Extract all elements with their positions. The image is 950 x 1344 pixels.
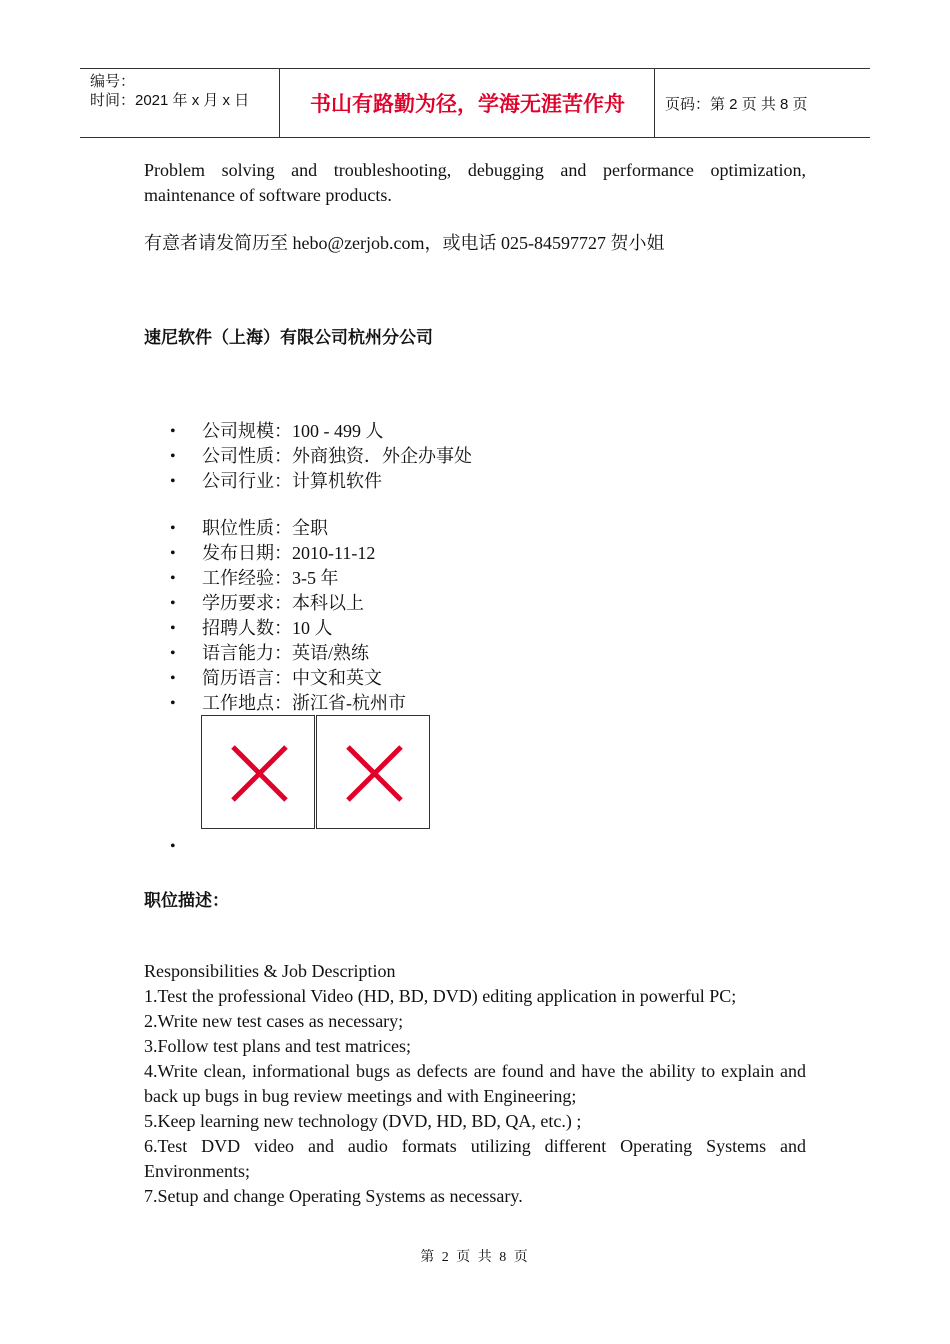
list-item: • 职位性质：全职 xyxy=(144,516,406,541)
company-info-list xyxy=(144,419,472,494)
list-item: • 简历语言：中文和英文 xyxy=(144,666,406,691)
list-item: • 招聘人数：10 人 xyxy=(144,616,406,641)
contact-line: 有意者请发简历至 hebo@zerjob.com，或电话 025-84597727 贺小姐 xyxy=(144,233,665,253)
job-line: 5.Keep learning new technology (DVD, HD, BD, QA, etc.) ; xyxy=(144,1111,582,1131)
time-label: 时间：2021 年 x 月 x 日 xyxy=(90,92,250,109)
job-line: 1.Test the professional Video (HD, BD, DVD) editing application in powerful PC; xyxy=(144,986,737,1006)
job-line: 2.Write new test cases as necessary; xyxy=(144,1011,404,1031)
job-description-heading: 职位描述： xyxy=(144,891,229,911)
company-name: 速尼软件（上海）有限公司杭州分公司 xyxy=(144,328,433,348)
header-page-info: 页码：第 2 页 共 8 页 xyxy=(665,95,808,113)
list-item: • 学历要求：本科以上 xyxy=(144,591,406,616)
list-item: • 发布日期：2010-11-12 xyxy=(144,541,406,566)
list-item: • 公司规模：100 - 499 人 xyxy=(144,419,472,444)
broken-image-icon xyxy=(317,716,429,828)
list-item: • 公司行业：计算机软件 xyxy=(144,469,472,494)
broken-image-icon xyxy=(202,716,314,828)
job-line: 7.Setup and change Operating Systems as necessary. xyxy=(144,1186,523,1206)
header-meta xyxy=(80,69,280,137)
image-placeholder xyxy=(201,715,315,829)
page-footer: 第 2 页 共 8 页 xyxy=(420,1250,530,1265)
job-description-body xyxy=(144,959,806,1209)
image-placeholder xyxy=(316,715,430,829)
job-line: 6.Test DVD video and audio formats utilizing different Operating Systems and Environments; xyxy=(144,1136,806,1181)
page-header xyxy=(80,68,870,138)
list-item: • 公司性质：外商独资．外企办事处 xyxy=(144,444,472,469)
list-item: • 语言能力：英语/熟练 xyxy=(144,641,406,666)
list-item: • 工作地点：浙江省-杭州市 xyxy=(144,691,406,716)
number-label: 编号： xyxy=(90,73,136,90)
job-line: 3.Follow test plans and test matrices; xyxy=(144,1036,411,1056)
header-motto: 书山有路勤为径，学海无涯苦作舟 xyxy=(281,69,655,137)
job-info-list xyxy=(144,516,406,716)
job-line: Responsibilities & Job Description xyxy=(144,961,396,981)
list-item: • 工作经验：3-5 年 xyxy=(144,566,406,591)
job-line: 4.Write clean, informational bugs as defects are found and have the ability to explain and back up bugs in bug review meetings and with Engineering; xyxy=(144,1061,806,1106)
empty-bullet: • xyxy=(170,838,176,855)
intro-paragraph: Problem solving and troubleshooting, debugging and performance optimization, maintenance of software products. xyxy=(144,160,806,205)
